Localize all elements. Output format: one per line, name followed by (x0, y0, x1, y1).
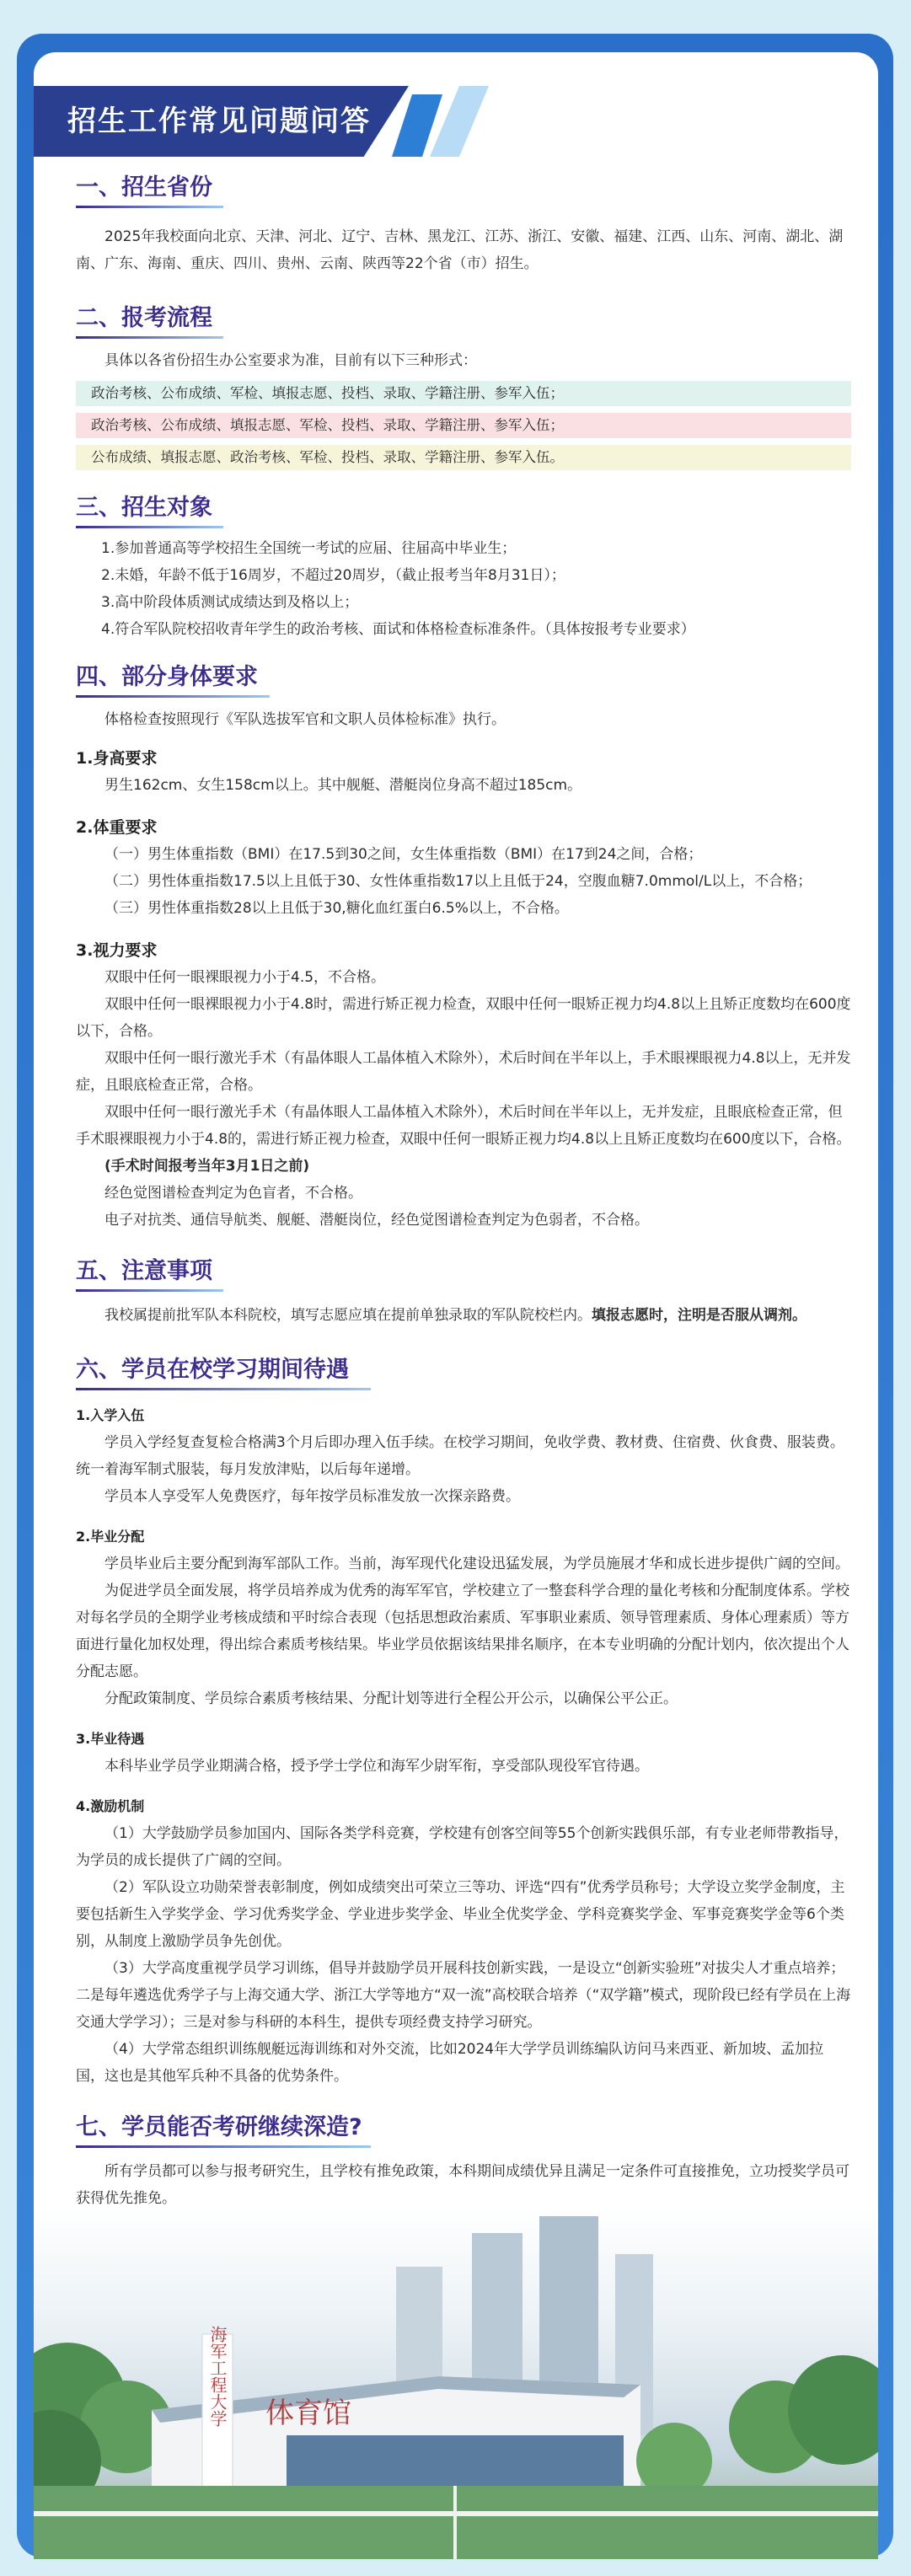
campus-illustration (34, 2208, 878, 2559)
page-banner (34, 86, 409, 157)
subsection-title: 2.毕业分配 (76, 1529, 145, 1545)
section-title: 七、学员能否考研继续深造? (76, 2108, 851, 2148)
section-text: 体格检查按照现行《军队选拔军官和文职人员体检标准》执行。 (104, 711, 506, 728)
list-item: （1）大学鼓励学员参加国内、国际各类学科竞赛，学校建有创客空间等55个创新实践俱乐部，有专业老师带教指导，为学员的成长提供了广阔的空间。 (76, 1825, 849, 1869)
gymnasium-windows (287, 2435, 624, 2486)
list-item: 双眼中任何一眼行激光手术（有晶体眼人工晶体植入术除外），术后时间在半年以上，无并发症，且眼底检查正常，但手术眼裸眼视力小于4.8的，需进行矫正视力检查，双眼中任何一眼矫正视力均4.8以上且矫正度数均在600度以下，合格。 (76, 1104, 851, 1148)
list-item: 学员入学经复查复检合格满3个月后即办理入伍手续。在校学习期间，免收学费、教材费、住宿费、伙食费、服装费。统一着海军制式服装，每月发放津贴，以后每年递增。 (76, 1434, 844, 1478)
subsection-title: 4.激励机制 (76, 1798, 145, 1814)
section-title: 三、招生对象 (76, 489, 851, 528)
section-title: 五、注意事项 (76, 1252, 851, 1292)
flow-band: 公布成绩、填报志愿、政治考核、军检、投档、录取、学籍注册、参军入伍。 (76, 445, 851, 470)
section-text (76, 1302, 851, 1329)
list-item: （4）大学常态组织训练舰艇远海训练和对外交流，比如2024年大学学员训练编队访问马来西亚、新加坡、孟加拉国，这也是其他军兵种不具备的优势条件。 (76, 2041, 824, 2085)
list-item: 电子对抗类、通信导航类、舰艇、潜艇岗位，经色觉图谱检查判定为色弱者，不合格。 (104, 1212, 649, 1229)
list-item: 分配政策制度、学员综合素质考核结果、分配计划等进行全程公开公示，以确保公平公正。 (104, 1690, 678, 1707)
flow-band: 政治考核、公布成绩、填报志愿、军检、投档、录取、学籍注册、参军入伍； (76, 413, 851, 438)
list-item: 3.高中阶段体质测试成绩达到及格以上； (101, 594, 359, 611)
subsection-title: 2.体重要求 (76, 818, 158, 837)
list-item: 为促进学员全面发展，将学员培养成为优秀的海军军官，学校建立了一整套科学合理的量化考核和分配制度体系。学校对每名学员的全期学业考核成绩和平时综合表现（包括思想政治素质、军事职业素质、领导管理素质、身体心理素质）等方面进行量化加权处理，得出综合素质考核结果。毕业学员依据该结果排名顺序，在本专业明确的分配计划内，依次提出个人分配志愿。 (76, 1583, 849, 1680)
list-item: （3）大学高度重视学员学习训练，倡导并鼓励学员开展科技创新实践，一是设立“创新实验班”对拔尖人才重点培养；二是每年遴选优秀学子与上海交通大学、浙江大学等地方“双一流”高校联合培养（“双学籍”模式，现阶段已经有学员在上海交通大学学习）；三是对参与科研的本科生，提供专项经费支持学习研究。 (76, 1960, 851, 2031)
list-item: （2）军队设立功勋荣誉表彰制度，例如成绩突出可荣立三等功、评选“四有”优秀学员称号；大学设立奖学金制度，主要包括新生入学奖学金、学习优秀奖学金、学业进步奖学金、毕业全优奖学金、学科竞赛奖学金、军事竞赛奖学金等6个类别，从制度上激励学员争先创优。 (76, 1879, 845, 1950)
section-text: 所有学员都可以参与报考研究生，且学校有推免政策，本科期间成绩优异且满足一定条件可直接推免，立功授奖学员可获得优先推免。 (76, 2163, 849, 2207)
list-item: （三）男性体重指数28以上且低于30,糖化血红蛋白6.5%以上，不合格。 (104, 900, 569, 917)
list-item: 双眼中任何一眼裸眼视力小于4.8时，需进行矫正视力检查，双眼中任何一眼矫正视力均4.8以上且矫正度数均在600度以下，合格。 (76, 996, 851, 1040)
vision-note: (手术时间报考当年3月1日之前) (104, 1158, 310, 1175)
section-title: 二、报考流程 (76, 299, 851, 339)
list-item: 双眼中任何一眼裸眼视力小于4.5，不合格。 (104, 969, 386, 986)
list-item: 4.符合军队院校招收青年学生的政治考核、面试和体格检查标准条件。（具体按报考专业要求） (101, 621, 695, 638)
section-title: 四、部分身体要求 (76, 658, 851, 698)
gym-sign: 体育馆 (265, 2397, 351, 2430)
list-item: 双眼中任何一眼行激光手术（有晶体眼人工晶体植入术除外），术后时间在半年以上，手术眼裸眼视力4.8以上，无并发症，且眼底检查正常，合格。 (76, 1050, 851, 1094)
flow-band: 政治考核、公布成绩、军检、填报志愿、投档、录取、学籍注册、参军入伍； (76, 381, 851, 406)
section-text: 男生162cm、女生158cm以上。其中舰艇、潜艇岗位身高不超过185cm。 (104, 777, 582, 794)
section-text: 本科毕业学员学业期满合格，授予学士学位和海军少尉军衔，享受部队现役军官待遇。 (104, 1758, 649, 1775)
content-body (76, 169, 851, 2212)
section-title: 一、招生省份 (76, 169, 851, 208)
list-item: （一）男生体重指数（BMI）在17.5到30之间，女生体重指数（BMI）在17到24之间，合格； (104, 846, 703, 863)
campus-photo (34, 2208, 878, 2559)
subsection-title: 3.毕业待遇 (76, 1731, 145, 1747)
list-item: 经色觉图谱检查判定为色盲者，不合格。 (104, 1185, 362, 1202)
subsection-title: 1.身高要求 (76, 749, 158, 768)
section-text: 2025年我校面向北京、天津、河北、辽宁、吉林、黑龙江、江苏、浙江、安徽、福建、江西、山东、河南、湖北、湖南、广东、海南、重庆、四川、贵州、云南、陕西等22个省（市）招生。 (76, 228, 844, 272)
subsection-title: 3.视力要求 (76, 941, 158, 960)
notice-emphasis: 填报志愿时，注明是否服从调剂。 (592, 1307, 807, 1324)
list-item: （二）男性体重指数17.5以上且低于30、女性体重指数17以上且低于24，空腹血糖7.0mmol/L以上，不合格； (104, 873, 812, 890)
list-item: 2.未婚，年龄不低于16周岁，不超过20周岁，（截止报考当年8月31日）； (101, 567, 565, 584)
subsection-title: 1.入学入伍 (76, 1407, 145, 1423)
list-item: 学员本人享受军人免费医疗，每年按学员标准发放一次探亲路费。 (104, 1488, 520, 1505)
section-text: 具体以各省份招生办公室要求为准，目前有以下三种形式： (104, 352, 477, 369)
list-item: 学员毕业后主要分配到海军部队工作。当前，海军现代化建设迅猛发展，为学员施展才华和成长进步提供广阔的空间。 (104, 1556, 849, 1572)
section-title: 六、学员在校学习期间待遇 (76, 1351, 851, 1390)
page-title: 招生工作常见问题问答 (67, 104, 371, 138)
notice-text: 我校属提前批军队本科院校，填写志愿应填在提前单独录取的军队院校栏内。 (104, 1307, 592, 1324)
list-item: 1.参加普通高等学校招生全国统一考试的应届、往届高中毕业生； (101, 540, 517, 557)
vertical-sign: 海军工程大学 (207, 2326, 228, 2427)
criteria-list (76, 535, 851, 643)
